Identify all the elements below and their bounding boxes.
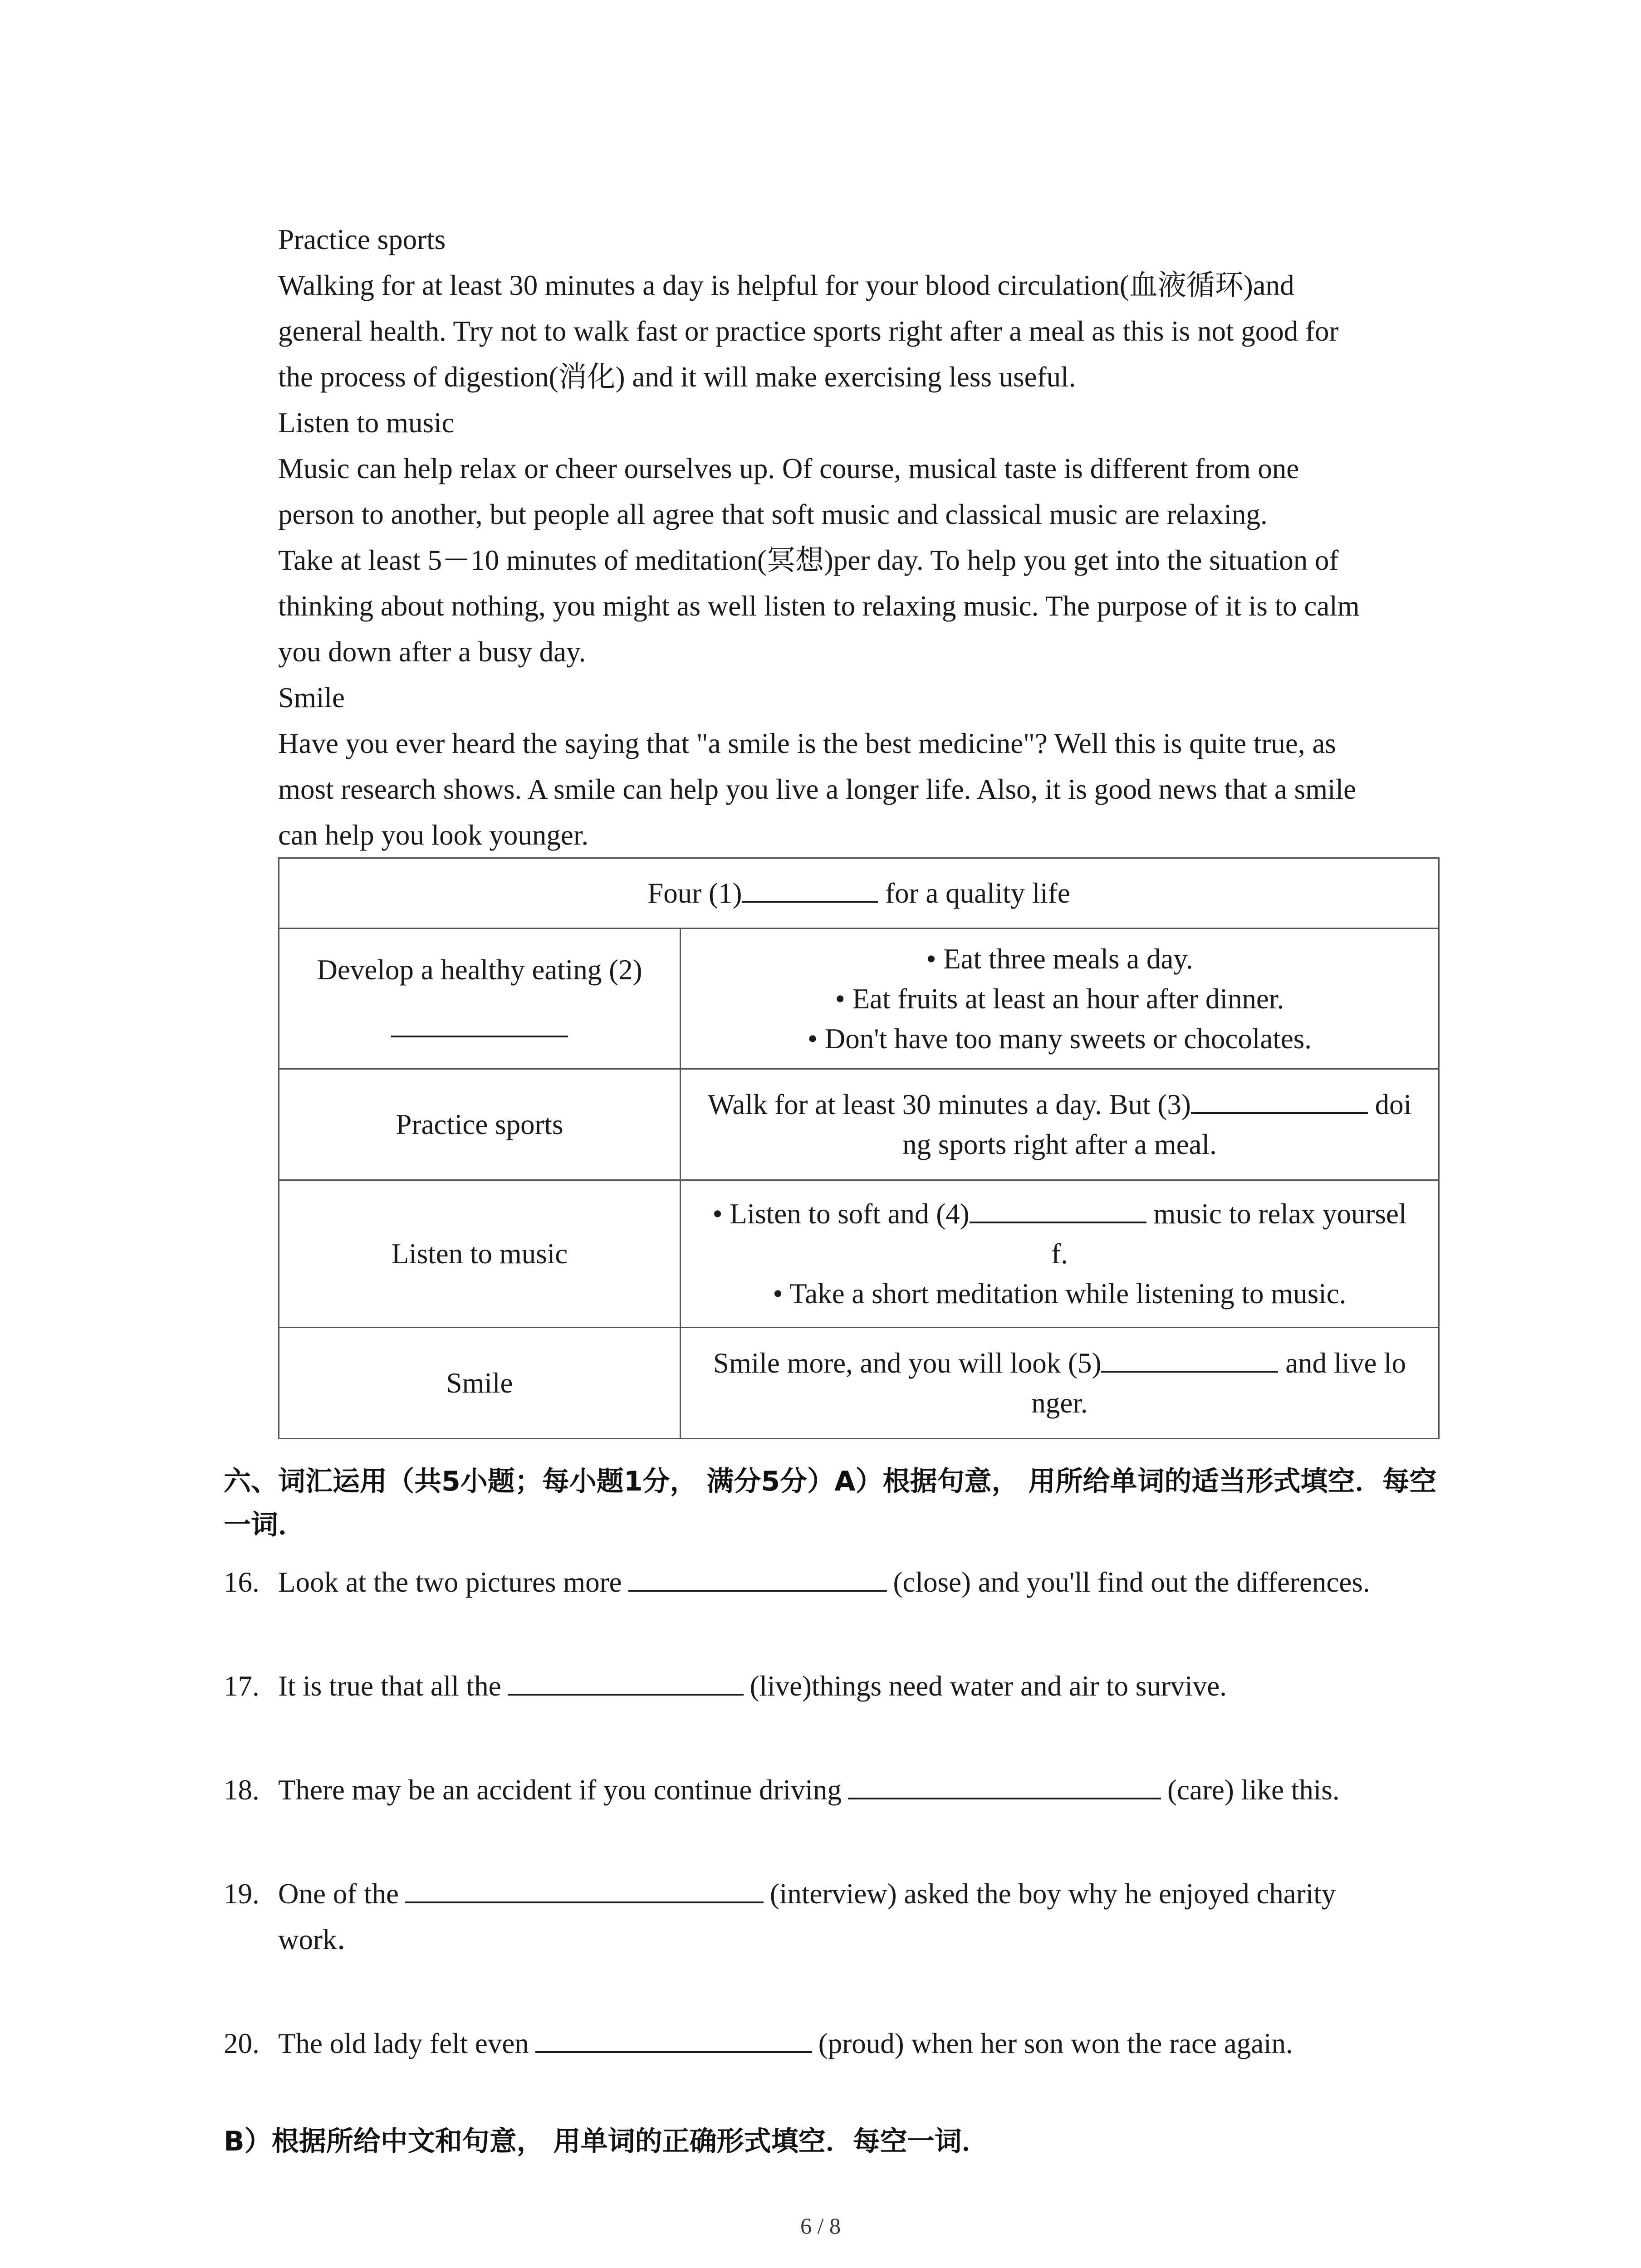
cell-text: music to relax yoursel xyxy=(1153,1198,1407,1230)
question-text: Look at the two pictures more xyxy=(278,1566,622,1598)
cell-text: Walk for at least 30 minutes a day. But (3) xyxy=(707,1089,1191,1120)
table-left-cell xyxy=(279,929,681,1069)
question-18 xyxy=(224,1767,1471,1813)
passage-line: thinking about nothing, you might as well listen to relaxing music. The purpose of it is to calm xyxy=(278,590,1360,622)
table-right-cell xyxy=(681,1180,1439,1328)
question-text: (care) like this. xyxy=(1167,1774,1340,1806)
table-left-cell: Listen to music xyxy=(279,1180,681,1328)
cell-text: ng sports right after a meal. xyxy=(902,1129,1217,1160)
question-19 xyxy=(224,1871,1471,1963)
question-text: There may be an accident if you continue driving xyxy=(278,1774,842,1806)
question-number: 16. xyxy=(224,1566,260,1598)
passage-line: Music can help relax or cheer ourselves up. Of course, musical taste is different from one xyxy=(278,453,1299,484)
cell-text: • Listen to soft and (4) xyxy=(712,1198,970,1230)
table-row xyxy=(279,1328,1439,1439)
answer-blank-2[interactable] xyxy=(391,1008,568,1037)
passage-line: can help you look younger. xyxy=(278,819,589,851)
question-17 xyxy=(224,1663,1471,1709)
question-text: (proud) when her son won the race again. xyxy=(818,2028,1293,2059)
table-title-after: for a quality life xyxy=(885,877,1070,909)
table-row xyxy=(279,1069,1439,1180)
answer-input-20[interactable] xyxy=(535,2024,812,2053)
answer-blank-1[interactable] xyxy=(742,874,878,903)
question-number: 20. xyxy=(224,2028,260,2059)
question-number: 19. xyxy=(224,1878,260,1910)
table-title-row xyxy=(279,858,1439,929)
question-continuation: work． xyxy=(278,1924,366,1955)
table-left-cell: Smile xyxy=(279,1328,681,1439)
table-title-before: Four (1) xyxy=(647,877,742,909)
cell-text: f. xyxy=(1051,1238,1068,1270)
row-label: Develop a healthy eating (2) xyxy=(317,953,642,986)
passage-line: Take at least 5－10 minutes of meditation(冥想)per day. To help you get into the situation of xyxy=(278,544,1339,576)
table-right-cell xyxy=(681,1328,1439,1439)
page-number: 6 / 8 xyxy=(800,2213,841,2239)
answer-input-18[interactable] xyxy=(848,1770,1161,1799)
passage-line: the process of digestion(消化) and it will make exercising less useful. xyxy=(278,361,1076,393)
question-text: It is true that all the xyxy=(278,1670,501,1702)
answer-input-17[interactable] xyxy=(508,1667,744,1696)
table-row xyxy=(279,1180,1439,1328)
question-text: (interview) asked the boy why he enjoyed charity xyxy=(769,1878,1336,1910)
info-table xyxy=(278,857,1440,1439)
section-b-heading: B）根据所给中文和句意， 用单词的正确形式填空．每空一词． xyxy=(224,2126,989,2157)
answer-blank-5[interactable] xyxy=(1101,1344,1278,1373)
answer-blank-3[interactable] xyxy=(1191,1085,1368,1114)
question-number: 18. xyxy=(224,1774,260,1806)
passage-line: you down after a busy day. xyxy=(278,636,586,668)
section-a-heading: 六、词汇运用（共5小题；每小题1分， 满分5分）A）根据句意， 用所给单词的适当形式填空．每空一词． xyxy=(224,1466,1437,1541)
table-right-cell xyxy=(681,929,1439,1069)
bullet-line: • Eat fruits at least an hour after dinner. xyxy=(835,982,1284,1015)
bullet-line: • Eat three meals a day. xyxy=(926,943,1193,975)
question-text: (live)things need water and air to survive. xyxy=(749,1670,1227,1702)
table-left-cell: Practice sports xyxy=(279,1069,681,1180)
answer-input-16[interactable] xyxy=(628,1563,887,1592)
question-number: 17. xyxy=(224,1670,260,1702)
passage-line: Walking for at least 30 minutes a day is helpful for your blood circulation(血液循环)and xyxy=(278,269,1294,301)
cell-text: • Take a short meditation while listening to music. xyxy=(773,1278,1347,1310)
table-title-cell xyxy=(279,858,1439,929)
passage-line: most research shows. A smile can help you live a longer life. Also, it is good news that a smile xyxy=(278,773,1357,805)
passage-line: Have you ever heard the saying that "a smile is the best medicine"? Well this is quite true, as xyxy=(278,728,1336,759)
passage-heading-sports: Practice sports xyxy=(278,224,446,255)
passage-heading-music: Listen to music xyxy=(278,407,455,439)
cell-text: doi xyxy=(1375,1089,1412,1120)
table-right-cell xyxy=(681,1069,1439,1180)
passage-line: general health. Try not to walk fast or practice sports right after a meal as this is not good for xyxy=(278,315,1339,347)
passage-line: person to another, but people all agree that soft music and classical music are relaxing. xyxy=(278,499,1268,530)
passage-heading-smile: Smile xyxy=(278,682,345,714)
question-text: The old lady felt even xyxy=(278,2028,529,2059)
table-row xyxy=(279,929,1439,1069)
question-16 xyxy=(224,1559,1471,1605)
cell-text: nger. xyxy=(1031,1387,1088,1419)
reading-passage xyxy=(278,217,1458,858)
bullet-line: • Don't have too many sweets or chocolates. xyxy=(807,1022,1312,1055)
cell-text: and live lo xyxy=(1285,1347,1406,1379)
cell-text: Smile more, and you will look (5) xyxy=(713,1347,1102,1379)
answer-blank-4[interactable] xyxy=(970,1194,1146,1223)
question-text: One of the xyxy=(278,1878,399,1910)
answer-input-19[interactable] xyxy=(405,1874,764,1903)
question-20 xyxy=(224,2021,1471,2067)
question-text: (close) and you'll find out the differences. xyxy=(893,1566,1370,1598)
